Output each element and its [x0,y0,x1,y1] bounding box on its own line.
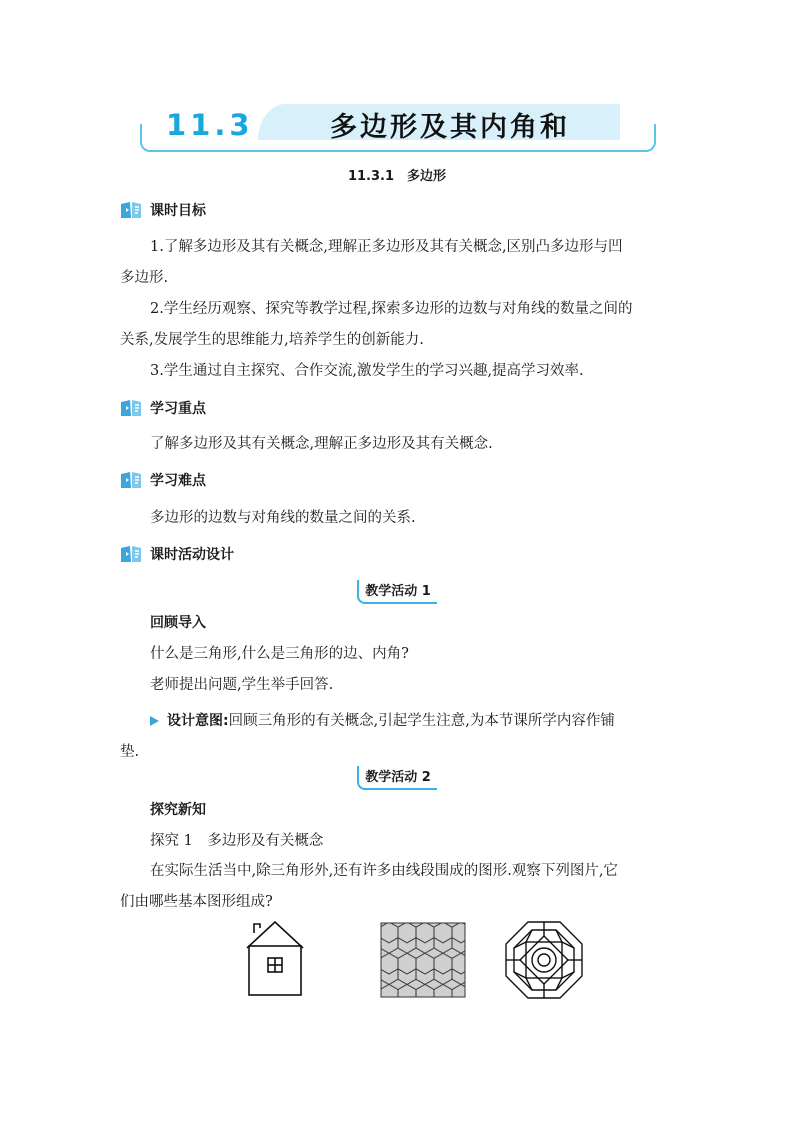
activity-1-label-text: 教学活动 1 [357,580,437,604]
design-intent-text: 回顾三角形的有关概念,引起学生注意,为本节课所学内容作铺 [228,713,615,729]
activity-2-title: 探究新知 [150,802,206,818]
explore-1-paragraph-line-2: 们由哪些基本图形组成? [120,894,273,910]
difficulties-heading [120,470,206,490]
goal-item-2 [120,294,680,356]
design-intent-label: 设计意图: [167,713,229,729]
activity-1-answer: 老师提出问题,学生举手回答. [150,677,334,693]
difficulties-text: 多边形的边数与对角线的数量之间的关系. [150,510,416,526]
section-title: 多边形及其内角和 [330,112,570,143]
design-heading [120,544,234,564]
activity-2-label-text: 教学活动 2 [357,766,437,790]
goal-item-1 [120,232,680,294]
octagon-pattern-icon [504,920,584,1000]
triangle-bullet-icon [150,716,159,726]
subsection-title: 11.3.1 多边形 [347,169,447,184]
activity-2-label [0,766,794,790]
key-points-text: 了解多边形及其有关概念,理解正多边形及其有关概念. [150,436,493,452]
activity-1-label [0,580,794,604]
design-intent-line-1 [150,706,690,737]
activity-1-title: 回顾导入 [150,615,206,631]
book-icon [120,200,142,220]
design-intent-line-2: 垫. [120,744,140,760]
key-points-heading-text: 学习重点 [150,401,206,417]
hexagon-tiling-icon [380,922,466,998]
explore-1-paragraph [120,856,680,918]
goal-item-3: 3.学生通过自主探究、合作交流,激发学生的学习兴趣,提高学习效率. [150,363,584,379]
explore-1-paragraph-line-1: 在实际生活当中,除三角形外,还有许多由线段围成的图形.观察下列图片,它 [150,863,618,879]
goal-item-2-line-2: 关系,发展学生的思维能力,培养学生的创新能力. [120,332,424,348]
book-icon [120,470,142,490]
goal-item-1-line-1: 1.了解多边形及其有关概念,理解正多边形及其有关概念,区别凸多边形与凹 [150,239,623,255]
explore-1-heading: 探究 1 多边形及有关概念 [150,833,324,849]
book-icon [120,398,142,418]
goals-heading-text: 课时目标 [150,203,206,219]
book-icon [120,544,142,564]
design-heading-text: 课时活动设计 [150,547,234,563]
design-intent [120,706,690,768]
section-number: 11.3 [166,108,254,142]
house-icon [244,918,306,998]
key-points-heading [120,398,206,418]
goal-item-1-line-2: 多边形. [120,270,169,286]
activity-1-question: 什么是三角形,什么是三角形的边、内角? [150,646,409,662]
goals-heading [120,200,206,220]
goal-item-2-line-1: 2.学生经历观察、探究等教学过程,探索多边形的边数与对角线的数量之间的 [150,301,633,317]
difficulties-heading-text: 学习难点 [150,473,206,489]
